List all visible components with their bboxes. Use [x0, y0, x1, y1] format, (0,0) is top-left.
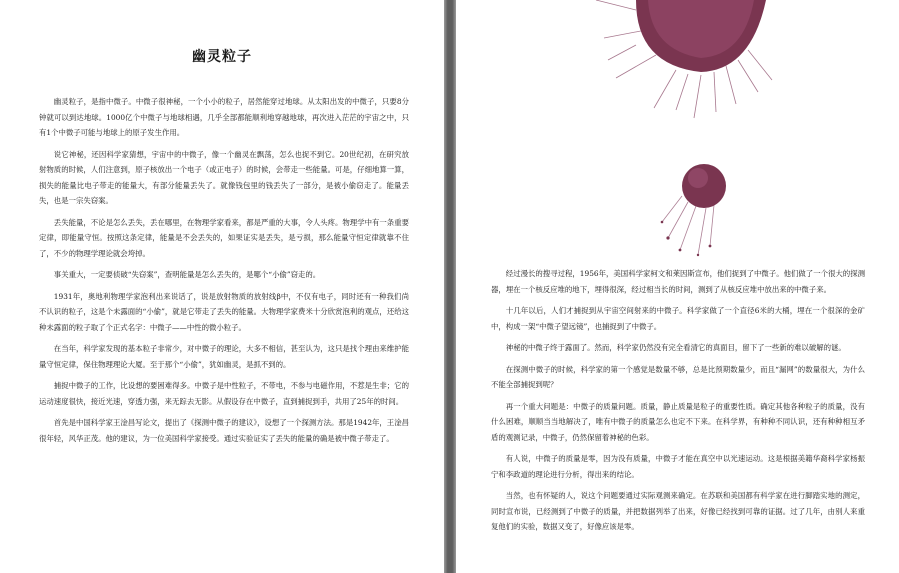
paragraph: 神秘的中微子终于露面了。然而，科学家仍然没有完全看清它的真面目，留下了一些新的难以破解的谜。 — [505, 343, 846, 352]
sun-and-neutrino-illustration-icon — [576, 0, 776, 258]
paragraph: 经过漫长的搜寻过程，1956年，美国科学家柯文和莱因斯宣布，他们捉到了中微子。他们做了一个很大的探测器，埋在一个核反应堆的地下，埋得很深，经过相当长的时间，测到了从核反应堆中放出来的中微子来。 — [491, 269, 865, 294]
left-text-column — [39, 94, 409, 452]
book-gutter — [444, 0, 456, 573]
paragraph: 幽灵粒子，是指中微子。中微子很神秘，一个小小的粒子，居然能穿过地球。从太阳出发的中微子，只要8分钟就可以到达地球。1000亿个中微子与地球相遇，几乎全部都能顺利地穿越地球，再次进入茫茫的宇宙之中，只有1个中微子可能与地球上的原子发生作用。 — [39, 97, 409, 137]
left-page — [0, 0, 444, 573]
paragraph: 当然，也有怀疑的人，说这个问题要通过实际观测来确定。在苏联和美国都有科学家在进行脚踏实地的测定，同时宣布说，已经测到了中微子的质量，并把数据列举了出来，好像已经找到可靠的证据。过了几年，由别人来重复他们的实验，数据又变了，好像应该是零。 — [491, 491, 865, 531]
paragraph: 1931年，奥地利物理学家泡利出来说话了，说是放射物质的放射线β中，不仅有电子，同时还有一种我们尚不认识的粒子，这是个未露面的“小偷”，就是它带走了丢失的能量。大物理学家费米十分欣赏泡利的观点，还给这种未露面的粒子取了个正式名字：中微子——中性的微小粒子。 — [39, 291, 409, 332]
paragraph: 有人说，中微子的质量是零，因为没有质量，中微子才能在真空中以光速运动。这是根据美籍华裔科学家杨振宁和李政道的理论进行分析，得出来的结论。 — [491, 454, 865, 479]
paragraph: 事关重大，一定要侦破“失窃案”，查明能量是怎么丢失的，是哪个“小偷”窃走的。 — [53, 270, 321, 279]
paragraph: 在探测中微子的时候，科学家的第一个感觉是数量不够，总是比预期数量少，而且“漏网”的数量很大，为什么不能全部捕捉到呢？ — [491, 364, 865, 389]
paragraph: 说它神秘，还因科学家猜想，宇宙中的中微子，像一个幽灵在飘荡，怎么也捉不到它。20世纪初，在研究放射物质的时候，人们注意到，原子核放出一个电子（或正电子）的时候，会带走一些能量。可是，仔细地算一算，损失的能量比电子带走的能量大，有部分能量丢失了。就像钱包里的钱丢失了一部分，是被小偷窃走了。能量丢失，也是一宗失窃案。 — [39, 149, 409, 205]
right-text-column — [491, 266, 865, 541]
paragraph: 捕捉中微子的工作，比设想的要困难得多。中微子是中性粒子，不带电，不参与电磁作用，不惹是生非；它的运动速度很快，接近光速，穿透力强，来无踪去无影。从假设存在中微子，直到捕捉到手，共用了25年的时间。 — [39, 381, 409, 406]
paragraph: 十几年以后，人们才捕捉到从宇宙空间射来的中微子。科学家做了一个直径6米的大桶，埋在一个很深的金矿中，构成一架“中微子望远镜”，也捕捉到了中微子。 — [491, 306, 865, 331]
paragraph: 丢失能量，不论是怎么丢失，丢在哪里，在物理学家看来，都是严重的大事，令人头疼。物理学中有一条重要定律，即能量守恒。按照这条定律，能量是不会丢失的，如果证实是丢失，是亏损，那么能量守恒定律就靠不住了，不少的物理学理论就会垮掉。 — [39, 217, 409, 258]
paragraph: 首先是中国科学家王淦昌写论文，提出了《探测中微子的建议》，设想了一个探测方法。那是1942年，王淦昌很年轻，风华正茂。他的建议，为一位美国科学家接受。通过实验证实了丢失的能量的确是被中微子带走了。 — [39, 418, 409, 443]
paragraph: 再一个重大问题是：中微子的质量问题。质量，静止质量是粒子的重要性质。确定其他各种粒子的质量，没有什么困难，顺顺当当地解决了，唯有中微子的质量怎么也定不下来。在科学界，有种种不同认识，还有种种相互矛盾的观测记录，中微子，仍然保留着神秘的色彩。 — [491, 401, 865, 442]
right-page — [456, 0, 899, 573]
paragraph: 在当年，科学家发现的基本粒子非常少，对中微子的理论，大多不相信，甚至认为，这只是找个理由来维护能量守恒定律，保住物理理论大厦。至于那个“小偷”，犹如幽灵，是抓不到的。 — [39, 344, 409, 369]
page-title: 幽灵粒子 — [192, 49, 252, 65]
